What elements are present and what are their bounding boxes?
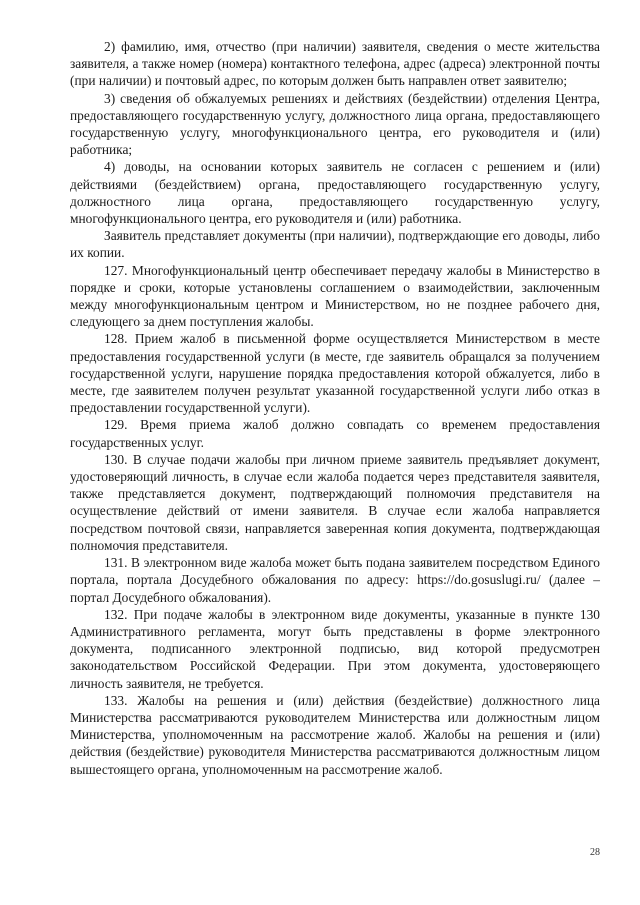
paragraph-127: 127. Многофункциональный центр обеспечивает передачу жалобы в Министерство в порядке и сроки, которые установлены соглашением о взаимодействии, заключенным между многофункциональным центром и Министерством, но не позднее рабочего дня, следующего за днем поступления жалобы. xyxy=(70,262,600,330)
paragraph-131: 131. В электронном виде жалоба может быть подана заявителем посредством Единого портала, портала Досудебного обжалования по адресу: https://do.gosuslugi.ru/ (далее – портал Досудебного обжалования). xyxy=(70,555,600,605)
paragraph-132: 132. При подаче жалобы в электронном виде документы, указанные в пункте 130 Административного регламента, могут быть представлены в форме электронного документа, подписанного электронной подписью, вид которой предусмотрен законодательством Российской Федерации. При этом документа, удостоверяющего личность заявителя, не требуется. xyxy=(70,606,600,691)
page-number: 28 xyxy=(590,847,600,858)
paragraph-item-3: 3) сведения об обжалуемых решениях и действиях (бездействии) отделения Центра, предоставляющего государственную услугу, должностного лица органа, предоставляющего государственную услугу, многофункционального центра, его руководителя и (или) работника; xyxy=(70,90,600,158)
document-body xyxy=(70,38,600,778)
paragraph-130: 130. В случае подачи жалобы при личном приеме заявитель предъявляет документ, удостоверяющий личность, в случае если жалоба подается через представителя заявителя, также представляется документ, подтверждающий полномочия представителя на осуществление действий от имени заявителя. В случае если жалоба направляется посредством почтовой связи, направляется заверенная копия документа, подтверждающая полномочия представителя. xyxy=(70,451,600,553)
paragraph-applicant-documents: Заявитель представляет документы (при наличии), подтверждающие его доводы, либо их копии. xyxy=(70,228,600,261)
paragraph-128: 128. Прием жалоб в письменной форме осуществляется Министерством в месте предоставления государственной услуги (в месте, где заявитель обращался за получением государственной услуги, нарушение порядка предоставления которой обжалуется, либо в месте, где заявителем получен результат указанной государственной услуги либо отказ в предоставлении государственной услуги). xyxy=(70,331,600,416)
paragraph-129: 129. Время приема жалоб должно совпадать со временем предоставления государственных услуг. xyxy=(70,417,600,450)
paragraph-item-2: 2) фамилию, имя, отчество (при наличии) заявителя, сведения о месте жительства заявителя, а также номер (номера) контактного телефона, адрес (адреса) электронной почты (при наличии) и почтовый адрес, по которым должен быть направлен ответ заявителю; xyxy=(70,39,600,89)
paragraph-item-4: 4) доводы, на основании которых заявитель не согласен с решением и (или) действиями (бездействием) органа, предоставляющего государственную услугу, должностного лица органа, предоставляющего государственную услугу, многофункционального центра, его руководителя и (или) работника. xyxy=(70,159,600,227)
paragraph-133: 133. Жалобы на решения и (или) действия (бездействие) должностного лица Министерства рассматриваются руководителем Министерства или должностным лицом Министерства, уполномоченным на рассмотрение жалоб. Жалобы на решения и (или) действия (бездействие) руководителя Министерства рассматриваются должностным лицом вышестоящего органа, уполномоченным на рассмотрение жалоб. xyxy=(70,692,600,777)
